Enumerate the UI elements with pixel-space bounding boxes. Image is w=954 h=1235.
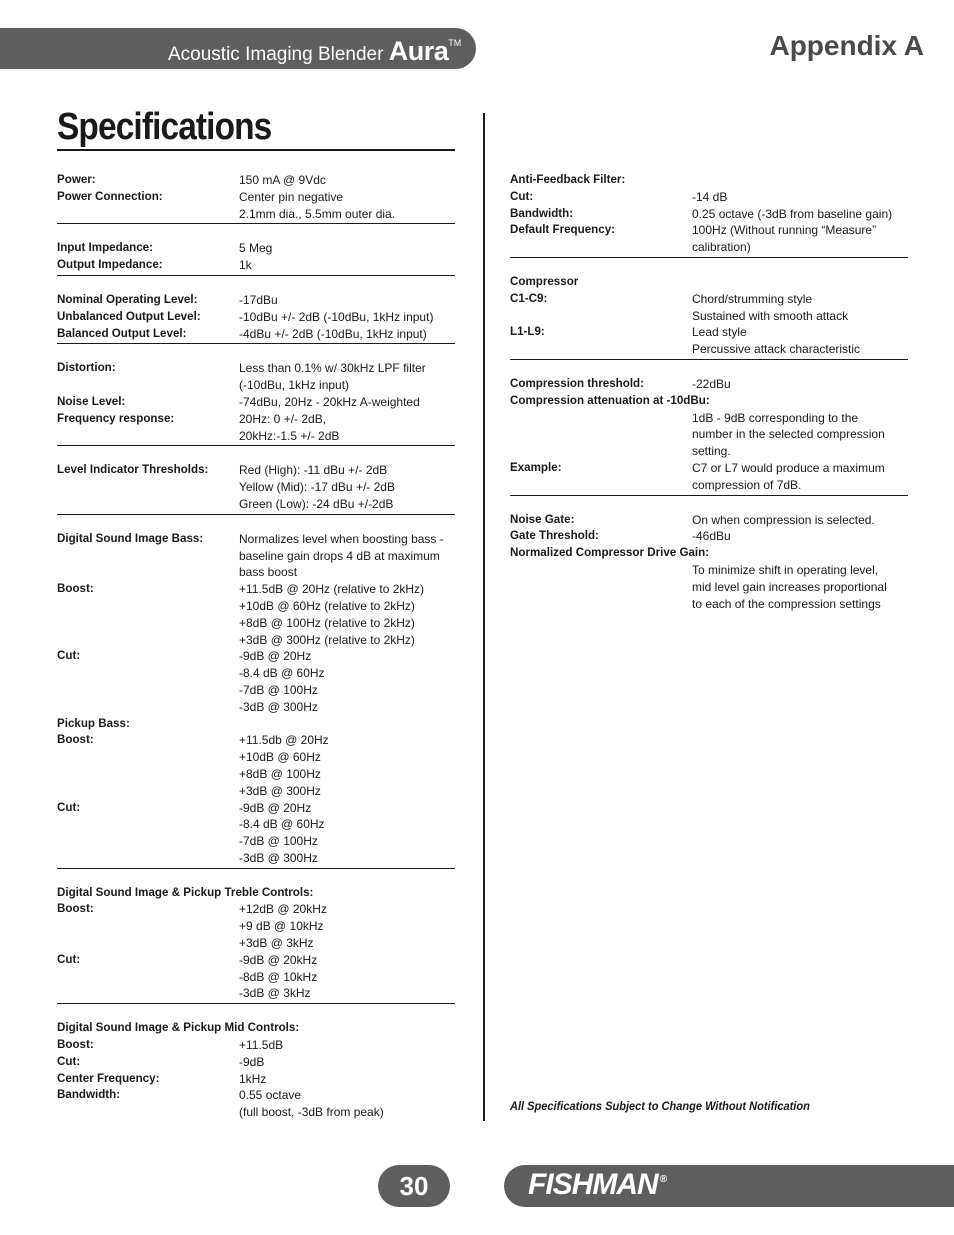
spec-row xyxy=(57,716,455,733)
spec-row xyxy=(57,833,455,850)
spec-row xyxy=(57,732,455,749)
spec-label: L1-L9: xyxy=(510,325,545,339)
spec-row xyxy=(510,562,908,579)
spec-value: Normalizes level when boosting bass - xyxy=(239,531,444,546)
header-title xyxy=(168,36,461,67)
spec-row xyxy=(57,969,455,986)
spec-label xyxy=(57,428,239,445)
spec-label xyxy=(57,816,239,833)
spec-row xyxy=(57,564,455,581)
spec-label xyxy=(57,682,239,699)
spec-label xyxy=(57,1104,239,1121)
spec-group xyxy=(510,274,908,360)
spec-label: Gate Threshold: xyxy=(510,529,599,543)
spec-label xyxy=(57,377,239,394)
spec-value: 1k xyxy=(239,258,252,273)
spec-value: 20kHz:-1.5 +/- 2dB xyxy=(239,428,340,443)
spec-heading: Digital Sound Image & Pickup Mid Controls: xyxy=(57,1021,300,1035)
spec-row xyxy=(57,1054,455,1071)
spec-label: Power Connection: xyxy=(57,189,163,203)
spec-value: -9dB @ 20Hz xyxy=(239,800,312,815)
spec-label: Input Impedance: xyxy=(57,241,153,255)
spec-value: calibration) xyxy=(692,240,751,255)
spec-value: 0.25 octave (-3dB from baseline gain) xyxy=(692,206,893,221)
spec-label: Level Indicator Thresholds: xyxy=(57,463,209,477)
spec-value: 0.55 octave xyxy=(239,1088,302,1103)
spec-label: Noise Level: xyxy=(57,394,126,408)
spec-label xyxy=(57,766,239,783)
spec-value: -9dB xyxy=(239,1054,265,1069)
spec-label xyxy=(510,477,692,494)
title-rule xyxy=(57,149,455,151)
spec-value: 1dB - 9dB corresponding to the xyxy=(692,410,859,425)
spec-row xyxy=(57,377,455,394)
spec-value: On when compression is selected. xyxy=(692,512,875,527)
spec-row xyxy=(57,531,455,548)
spec-label: Cut: xyxy=(57,800,81,814)
spec-value: Lead style xyxy=(692,325,747,340)
spec-row xyxy=(57,682,455,699)
spec-row xyxy=(510,460,908,477)
appendix-label: Appendix A xyxy=(769,30,924,61)
logo-text: FISHMAN xyxy=(528,1168,658,1201)
spec-label: Balanced Output Level: xyxy=(57,326,187,340)
spec-value: -17dBu xyxy=(239,292,278,307)
spec-row xyxy=(57,479,455,496)
spec-label xyxy=(57,598,239,615)
spec-row xyxy=(510,528,908,545)
spec-value: 5 Meg xyxy=(239,241,273,256)
spec-row xyxy=(57,257,455,274)
spec-row xyxy=(57,496,455,513)
spec-row xyxy=(57,206,455,223)
spec-value: baseline gain drops 4 dB at maximum xyxy=(239,548,440,563)
spec-label xyxy=(57,564,239,581)
spec-value: +11.5db @ 20Hz xyxy=(239,733,329,748)
spec-row xyxy=(57,699,455,716)
spec-row xyxy=(57,309,455,326)
spec-row xyxy=(57,189,455,206)
spec-row xyxy=(57,360,455,377)
spec-value xyxy=(239,716,455,733)
spec-value: -9dB @ 20kHz xyxy=(239,952,318,967)
spec-row xyxy=(510,596,908,613)
spec-value: +8dB @ 100Hz (relative to 2kHz) xyxy=(239,615,415,630)
spec-row xyxy=(57,240,455,257)
registered-mark: ® xyxy=(659,1174,667,1185)
spec-heading: Normalized Compressor Drive Gain: xyxy=(510,546,710,560)
spec-group xyxy=(57,885,455,1005)
spec-row xyxy=(57,665,455,682)
spec-label: Distortion: xyxy=(57,361,116,375)
column-divider xyxy=(483,113,485,1121)
spec-group xyxy=(510,172,908,258)
spec-value: -46dBu xyxy=(692,529,731,544)
spec-group xyxy=(57,360,455,446)
page-title: Specifications xyxy=(57,106,272,148)
spec-row xyxy=(57,918,455,935)
spec-value: -8dB @ 10kHz xyxy=(239,969,318,984)
spec-value: -22dBu xyxy=(692,376,731,391)
spec-label: Default Frequency: xyxy=(510,223,616,237)
spec-label: Power: xyxy=(57,173,96,186)
spec-value: +11.5dB xyxy=(239,1038,284,1053)
spec-label xyxy=(510,562,692,579)
spec-row xyxy=(57,1087,455,1104)
spec-value: -8.4 dB @ 60Hz xyxy=(239,666,325,681)
spec-label: Nominal Operating Level: xyxy=(57,292,198,306)
spec-label xyxy=(57,665,239,682)
right-spec-column xyxy=(510,172,908,629)
spec-label: Bandwidth: xyxy=(57,1088,121,1102)
spec-label: Boost: xyxy=(57,582,94,596)
spec-value: -7dB @ 100Hz xyxy=(239,682,318,697)
spec-row xyxy=(510,239,908,256)
spec-row xyxy=(57,292,455,309)
spec-label: Example: xyxy=(510,460,562,474)
spec-row xyxy=(510,189,908,206)
spec-row xyxy=(57,1071,455,1088)
spec-label: Cut: xyxy=(510,189,534,203)
page-number: 30 xyxy=(378,1165,450,1207)
spec-value: Percussive attack characteristic xyxy=(692,342,861,357)
spec-row xyxy=(510,579,908,596)
spec-row xyxy=(57,766,455,783)
spec-value: Green (Low): -24 dBu +/-2dB xyxy=(239,496,394,511)
spec-label xyxy=(510,443,692,460)
spec-value: -8.4 dB @ 60Hz xyxy=(239,817,325,832)
spec-label xyxy=(57,615,239,632)
spec-row xyxy=(57,952,455,969)
spec-row xyxy=(510,291,908,308)
spec-value: +10dB @ 60Hz xyxy=(239,750,321,765)
spec-value: +3dB @ 3kHz xyxy=(239,936,314,951)
spec-label: Compression threshold: xyxy=(510,376,644,390)
spec-row xyxy=(57,935,455,952)
spec-value: +3dB @ 300Hz xyxy=(239,783,321,798)
spec-row xyxy=(57,1037,455,1054)
spec-label xyxy=(510,596,692,613)
spec-label: Cut: xyxy=(57,952,81,966)
spec-value: 100Hz (Without running “Measure” xyxy=(692,223,877,238)
spec-row xyxy=(57,428,455,445)
spec-label: Cut: xyxy=(57,1054,81,1068)
spec-row xyxy=(57,462,455,479)
spec-row xyxy=(57,850,455,867)
spec-value: to each of the compression settings xyxy=(692,596,881,611)
spec-group xyxy=(510,376,908,496)
spec-value: To minimize shift in operating level, xyxy=(692,562,879,577)
brand-name: Aura xyxy=(388,36,449,66)
spec-label xyxy=(57,833,239,850)
spec-value: -14 dB xyxy=(692,189,728,204)
spec-row xyxy=(57,800,455,817)
spec-row xyxy=(57,172,455,189)
disclaimer-note: All Specifications Subject to Change Without Notification xyxy=(510,1099,810,1113)
spec-value: Less than 0.1% w/ 30kHz LPF filter xyxy=(239,361,426,376)
spec-group xyxy=(57,531,455,869)
spec-group xyxy=(57,240,455,276)
spec-value: 1kHz xyxy=(239,1071,267,1086)
spec-value: 2.1mm dia., 5.5mm outer dia. xyxy=(239,206,396,221)
spec-value: Red (High): -11 dBu +/- 2dB xyxy=(239,463,388,478)
spec-label xyxy=(510,341,692,358)
spec-row xyxy=(510,426,908,443)
spec-label: Pickup Bass: xyxy=(57,716,130,730)
spec-value: +11.5dB @ 20Hz (relative to 2kHz) xyxy=(239,582,425,597)
spec-row xyxy=(57,598,455,615)
spec-value: -3dB @ 300Hz xyxy=(239,850,318,865)
spec-row xyxy=(510,443,908,460)
product-name: Acoustic Imaging Blender xyxy=(168,44,384,65)
spec-label xyxy=(57,918,239,935)
spec-label: Unbalanced Output Level: xyxy=(57,309,201,323)
spec-label xyxy=(57,783,239,800)
spec-label xyxy=(57,496,239,513)
spec-label: Boost: xyxy=(57,733,94,747)
spec-label xyxy=(510,426,692,443)
spec-value: compression of 7dB. xyxy=(692,477,802,492)
spec-group xyxy=(510,512,908,614)
spec-row xyxy=(57,581,455,598)
spec-label: Bandwidth: xyxy=(510,206,574,220)
spec-value: +3dB @ 300Hz (relative to 2kHz) xyxy=(239,632,415,647)
spec-label: Output Impedance: xyxy=(57,258,163,272)
spec-label xyxy=(57,206,239,223)
spec-value: setting. xyxy=(692,444,731,459)
spec-label xyxy=(510,410,692,427)
spec-label xyxy=(57,699,239,716)
spec-value: 20Hz: 0 +/- 2dB, xyxy=(239,411,327,426)
spec-label xyxy=(57,479,239,496)
spec-row xyxy=(57,632,455,649)
spec-row xyxy=(510,512,908,529)
spec-row xyxy=(510,206,908,223)
spec-group xyxy=(57,172,455,224)
spec-value: 150 mA @ 9Vdc xyxy=(239,173,326,187)
spec-label: Frequency response: xyxy=(57,411,175,425)
spec-value: bass boost xyxy=(239,565,298,580)
spec-row xyxy=(57,411,455,428)
spec-label xyxy=(510,239,692,256)
spec-value: Chord/strumming style xyxy=(692,291,813,306)
spec-value: +9 dB @ 10kHz xyxy=(239,919,324,934)
spec-value: +10dB @ 60Hz (relative to 2kHz) xyxy=(239,598,415,613)
spec-value: +12dB @ 20kHz xyxy=(239,902,327,917)
spec-value: (-10dBu, 1kHz input) xyxy=(239,378,350,393)
spec-label xyxy=(57,985,239,1002)
spec-heading: Compression attenuation at -10dBu: xyxy=(510,393,710,407)
spec-row xyxy=(510,324,908,341)
spec-label xyxy=(57,548,239,565)
spec-heading: Anti-Feedback Filter: xyxy=(510,173,626,186)
left-spec-column xyxy=(57,172,455,1138)
spec-value: mid level gain increases proportional xyxy=(692,579,887,594)
spec-label xyxy=(57,935,239,952)
spec-value: number in the selected compression xyxy=(692,427,885,442)
spec-row xyxy=(57,749,455,766)
spec-value: -74dBu, 20Hz - 20kHz A-weighted xyxy=(239,394,420,409)
spec-value: Sustained with smooth attack xyxy=(692,308,849,323)
spec-value: -4dBu +/- 2dB (-10dBu, 1kHz input) xyxy=(239,326,427,341)
spec-row xyxy=(57,816,455,833)
spec-heading: Compressor xyxy=(510,274,579,288)
spec-label: Boost: xyxy=(57,1038,94,1052)
spec-row xyxy=(57,783,455,800)
spec-value: (full boost, -3dB from peak) xyxy=(239,1105,384,1120)
spec-row xyxy=(510,341,908,358)
spec-label xyxy=(57,749,239,766)
spec-value: -7dB @ 100Hz xyxy=(239,834,318,849)
spec-row xyxy=(57,548,455,565)
spec-label: C1-C9: xyxy=(510,291,548,305)
spec-row xyxy=(57,394,455,411)
spec-value: -3dB @ 3kHz xyxy=(239,986,311,1001)
trademark: TM xyxy=(448,38,462,48)
fishman-logo xyxy=(528,1168,666,1202)
spec-row xyxy=(57,985,455,1002)
spec-row xyxy=(510,376,908,393)
spec-group xyxy=(57,292,455,344)
spec-label xyxy=(510,579,692,596)
spec-value: Yellow (Mid): -17 dBu +/- 2dB xyxy=(239,480,395,495)
spec-row xyxy=(57,326,455,343)
spec-value: C7 or L7 would produce a maximum xyxy=(692,460,885,475)
spec-value: -3dB @ 300Hz xyxy=(239,699,318,714)
spec-row xyxy=(57,615,455,632)
spec-row xyxy=(510,410,908,427)
spec-label xyxy=(57,969,239,986)
spec-value: -10dBu +/- 2dB (-10dBu, 1kHz input) xyxy=(239,309,434,324)
spec-label xyxy=(57,632,239,649)
spec-label: Noise Gate: xyxy=(510,512,575,526)
spec-group xyxy=(57,462,455,514)
spec-value: +8dB @ 100Hz xyxy=(239,766,321,781)
spec-value: Center pin negative xyxy=(239,189,344,204)
spec-value: -9dB @ 20Hz xyxy=(239,649,312,664)
spec-row xyxy=(510,477,908,494)
spec-row xyxy=(57,901,455,918)
spec-row xyxy=(57,1104,455,1121)
spec-row xyxy=(510,308,908,325)
spec-row xyxy=(510,222,908,239)
spec-label: Center Frequency: xyxy=(57,1071,160,1085)
spec-label: Boost: xyxy=(57,902,94,916)
spec-row xyxy=(57,648,455,665)
spec-label: Cut: xyxy=(57,649,81,663)
spec-label xyxy=(57,850,239,867)
spec-heading: Digital Sound Image & Pickup Treble Controls: xyxy=(57,885,314,899)
spec-label xyxy=(510,308,692,325)
spec-label: Digital Sound Image Bass: xyxy=(57,531,204,545)
spec-group xyxy=(57,1020,455,1122)
